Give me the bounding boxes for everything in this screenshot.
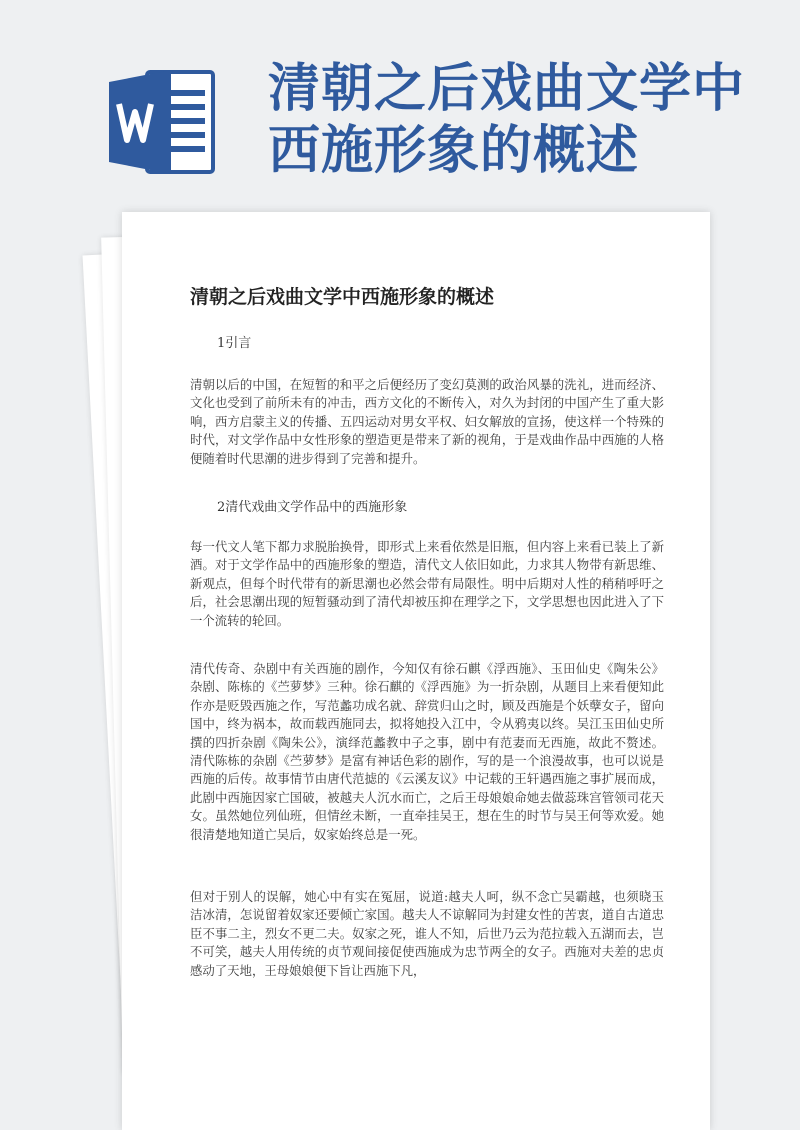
section-heading-qing: 2清代戏曲文学作品中的西施形象 bbox=[217, 500, 408, 515]
document-page bbox=[122, 212, 710, 1130]
banner-header bbox=[0, 0, 800, 215]
word-document-icon bbox=[107, 68, 219, 176]
paragraph: 清朝以后的中国，在短暂的和平之后便经历了变幻莫测的政治风暴的洗礼，进而经济、文化也受到了前所未有的冲击，西方文化的不断传入，对久为封闭的中国产生了重大影响，西方启蒙主义的传播、五四运动对男女平权、妇女解放的宣扬，使这样一个特殊的时代，对文学作品中女性形象的塑造更是带来了新的视角，于是戏曲作品中西施的人格便随着时代思潮的进步得到了完善和提升。 bbox=[190, 377, 664, 466]
paragraph: 清代传奇、杂剧中有关西施的剧作，今知仅有徐石麒《浮西施》、玉田仙史《陶朱公》杂剧、陈栋的《苎萝梦》三种。徐石麒的《浮西施》为一折杂剧，从题目上来看便知此作亦是贬毁西施之作，写范蠡功成名就、辞赏归山之时，顾及西施是个妖孽女子，留向国中，终为祸本，故而载西施同去，拟将她投入江中，令从鸦夷以终。吴江玉田仙史所撰的四折杂剧《陶朱公》，演绎范蠡教中子之事，剧中有范妻而无西施，故此不赘述。清代陈栋的杂剧《苎萝梦》是富有神话色彩的剧作，写的是一个浪漫故事，也可以说是西施的后传。故事情节由唐代范摅的《云溪友议》中记载的王轩遇西施之事扩展而成，此剧中西施因家亡国破，被越夫人沉水而亡，之后王母娘娘命她去做蕊珠宫管领司花天女。虽然她位列仙班，但情丝未断，一直牵挂吴王，想在生的时节与吴王何等欢爱。她很清楚地知道亡吴后，奴家始终总是一死。 bbox=[190, 661, 664, 842]
section-heading-intro: 1引言 bbox=[217, 336, 252, 351]
document-title: 清朝之后戏曲文学中西施形象的概述 bbox=[190, 286, 495, 308]
paragraph: 每一代文人笔下都力求脱胎换骨，即形式上来看依然是旧瓶，但内容上来看已装上了新酒。对于文学作品中的西施形象的塑造，清代文人依旧如此，力求其人物带有新思维、新观点，但每个时代带有的新思潮也必然会带有局限性。明中后期对人性的稍稍呼吁之后，社会思潮出现的短暂骚动到了清代却被压抑在理学之下，文学思想也因此进入了下一个流转的轮回。 bbox=[190, 539, 664, 628]
banner-title: 清朝之后戏曲文学中西施形象的概述 bbox=[268, 59, 746, 181]
paragraph: 但对于别人的误解，她心中有实在冤屈，说道:越夫人呵，纵不念亡吴霸越，也须晓玉洁冰清，怎说留着奴家还要倾亡家国。越夫人不谅解同为封建女性的苦衷，道自古道忠臣不事二主，烈女不更二夫。奴家之死，谁人不知，后世乃云为范拉载入五湖而去，岂不可笑，越夫人用传统的贞节观间接促使西施成为忠节两全的女子。西施对夫差的忠贞感动了天地，王母娘娘便下旨让西施下凡， bbox=[190, 889, 664, 978]
